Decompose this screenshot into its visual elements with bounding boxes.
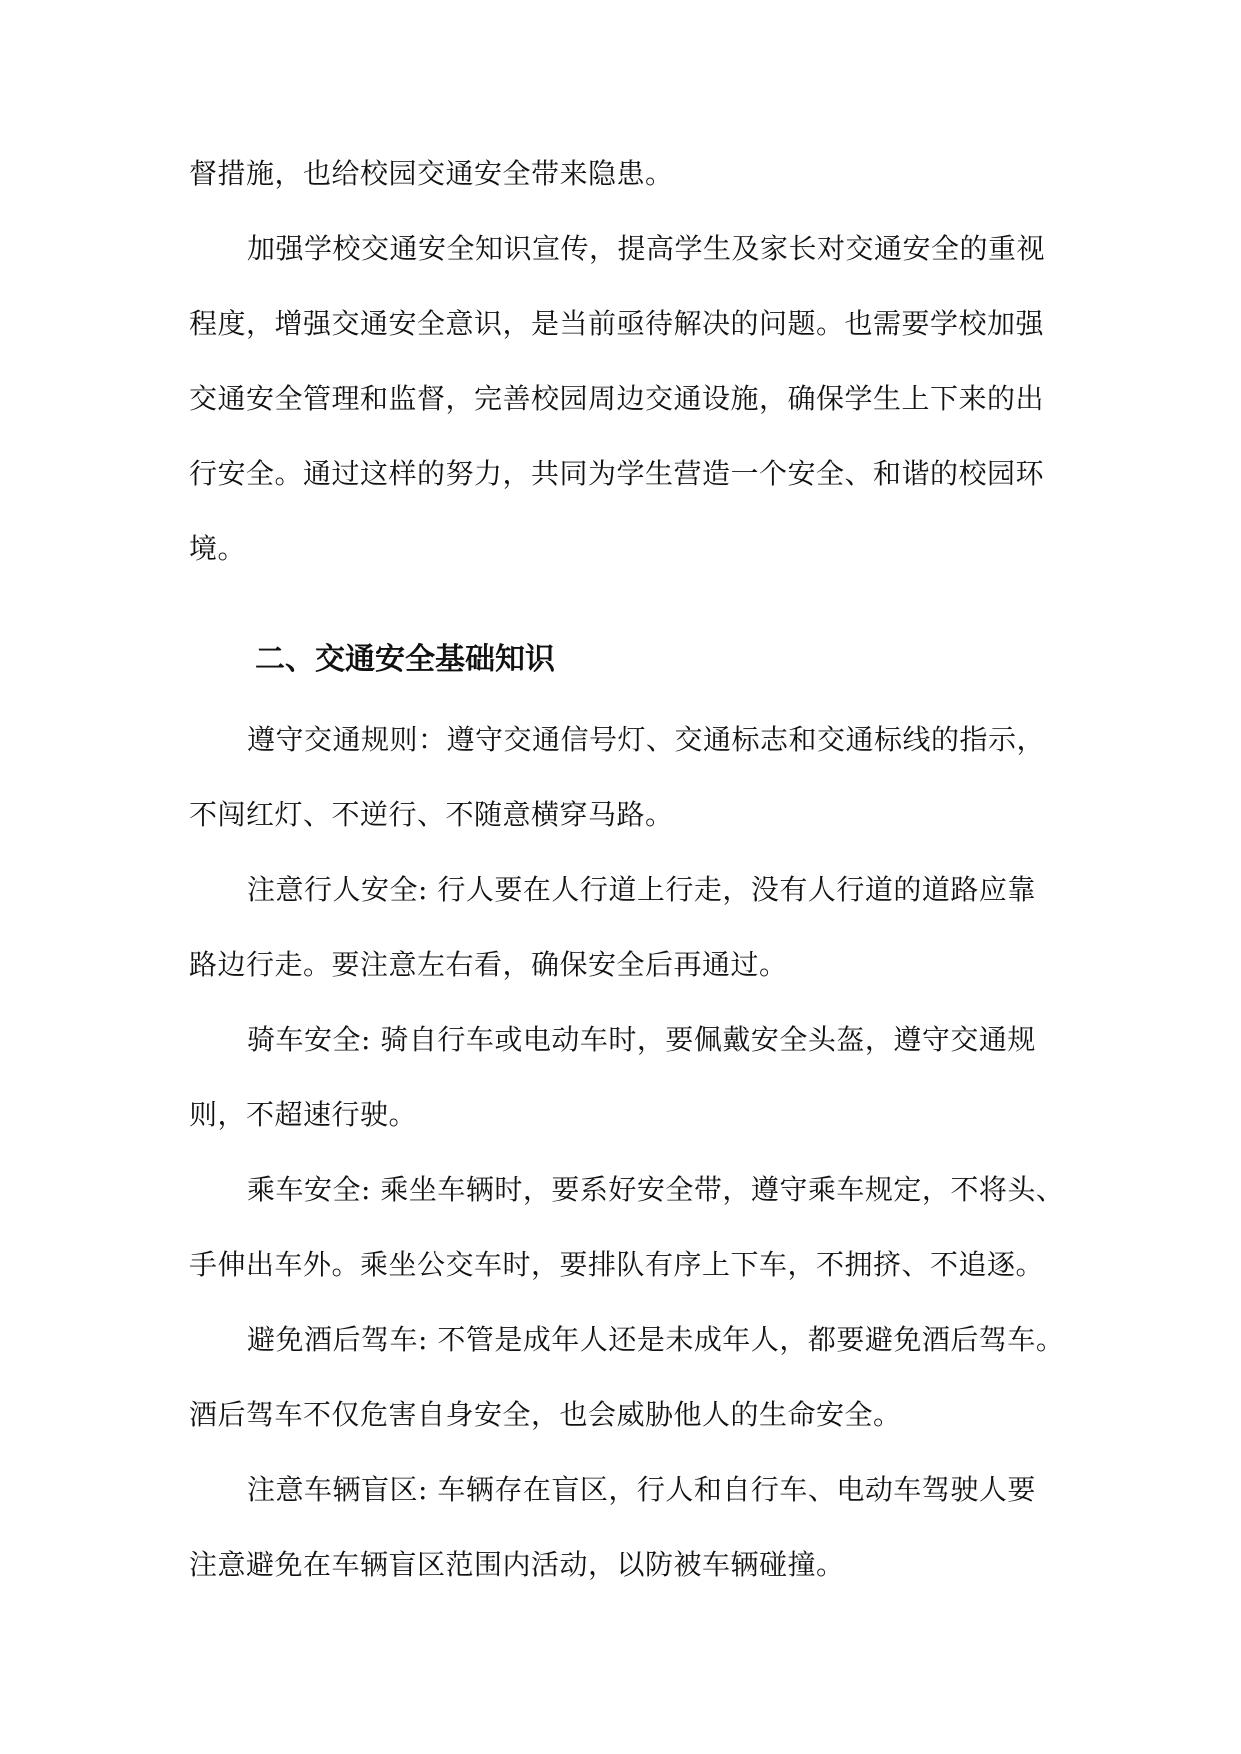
text-line: 注意行人安全: 行人要在人行道上行走，没有人行道的道路应靠 bbox=[247, 873, 1036, 906]
paragraph bbox=[189, 1152, 1065, 1302]
text-line: 则，不超速行驶。 bbox=[189, 1098, 418, 1131]
text-line: 遵守交通规则：遵守交通信号灯、交通标志和交通标线的指示， bbox=[247, 723, 1046, 756]
text-line: 行安全。通过这样的努力，共同为学生营造一个安全、和谐的校园环 bbox=[189, 457, 1045, 490]
paragraph bbox=[189, 211, 1061, 586]
text-line: 注意避免在车辆盲区范围内活动，以防被车辆碰撞。 bbox=[189, 1548, 845, 1581]
text-line: 骑车安全: 骑自行车或电动车时，要佩戴安全头盔，遵守交通规 bbox=[247, 1023, 1036, 1056]
text-line: 酒后驾车不仅危害自身安全，也会威胁他人的生命安全。 bbox=[189, 1398, 902, 1431]
document-body bbox=[189, 136, 1065, 1602]
text-line: 督措施，也给校园交通安全带来隐患。 bbox=[189, 157, 674, 190]
text-line: 手伸出车外。乘坐公交车时，要排队有序上下车，不拥挤、不追逐。 bbox=[189, 1248, 1045, 1281]
paragraph bbox=[189, 702, 1061, 852]
text-line: 交通安全管理和监督，完善校园周边交通设施，确保学生上下来的出 bbox=[189, 382, 1045, 415]
text-line: 乘车安全: 乘坐车辆时，要系好安全带，遵守乘车规定，不将头、 bbox=[247, 1173, 1065, 1206]
paragraph bbox=[189, 852, 1061, 1002]
text-line: 不闯红灯、不逆行、不随意横穿马路。 bbox=[189, 798, 674, 831]
text-line: 避免酒后驾车: 不管是成年人还是未成年人，都要避免酒后驾车。 bbox=[247, 1323, 1065, 1356]
text-line: 路边行走。要注意左右看，确保安全后再通过。 bbox=[189, 948, 788, 981]
text-line: 加强学校交通安全知识宣传，提高学生及家长对交通安全的重视 bbox=[247, 232, 1046, 265]
paragraph bbox=[189, 1452, 1061, 1602]
text-line: 境。 bbox=[189, 532, 247, 565]
paragraph bbox=[189, 1302, 1065, 1452]
text-line: 注意车辆盲区: 车辆存在盲区，行人和自行车、电动车驾驶人要 bbox=[247, 1473, 1036, 1506]
paragraph bbox=[189, 1002, 1061, 1152]
text-line: 程度，增强交通安全意识，是当前亟待解决的问题。也需要学校加强 bbox=[189, 307, 1045, 340]
section-heading: 二、交通安全基础知识 bbox=[255, 642, 555, 677]
paragraph bbox=[189, 136, 1061, 211]
